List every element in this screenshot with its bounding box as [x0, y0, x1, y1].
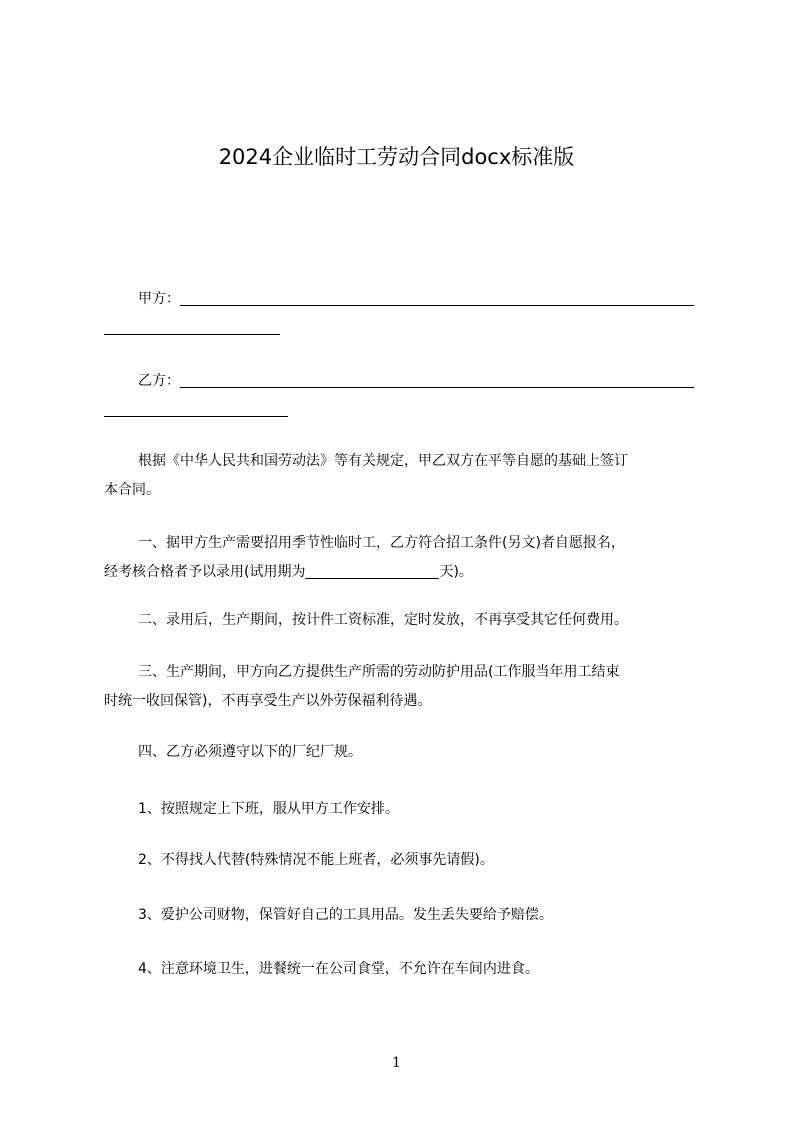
clause-1-line-1: 一、据甲方生产需要招用季节性临时工，乙方符合招工条件(另文)者自愿报名， [138, 535, 625, 551]
page-number: 1 [392, 1055, 401, 1071]
clause-2: 二、录用后，生产期间，按计件工资标准，定时发放，不再享受其它任何费用。 [138, 612, 628, 628]
rule-3: 3、爱护公司财物，保管好自己的工具用品。发生丢失要给予赔偿。 [138, 907, 553, 923]
clause-1-line-2-end: 天)。 [439, 564, 473, 580]
intro-line-2: 本合同。 [104, 482, 160, 498]
party-b-label: 乙方： [138, 373, 180, 389]
clause-3 [104, 658, 704, 716]
party-a-blank-line-continued [104, 318, 280, 335]
rule-2: 2、不得找人代替(特殊情况不能上班者，必须事先请假)。 [138, 852, 494, 868]
document-title: 2024企业临时工劳动合同docx标准版 [218, 145, 575, 169]
clause-3-line-2: 时统一收回保管)，不再享受生产以外劳保福利待遇。 [104, 693, 432, 709]
rule-1: 1、按照规定上下班，服从甲方工作安排。 [138, 801, 399, 817]
party-b-blank-line [180, 371, 694, 388]
intro-line-1: 根据《中华人民共和国劳动法》等有关规定，甲乙双方在平等自愿的基础上签订 [138, 453, 628, 469]
clause-4: 四、乙方必须遵守以下的厂纪厂规。 [138, 744, 362, 760]
party-b-blank-line-continued [104, 400, 288, 417]
party-a-blank-line [180, 289, 694, 306]
party-a-label: 甲方： [138, 291, 180, 307]
clause-1 [104, 529, 704, 587]
party-a-field [104, 285, 704, 343]
probation-blank-line [305, 562, 439, 579]
rule-4: 4、注意环境卫生，进餐统一在公司食堂，不允许在车间内进食。 [138, 961, 539, 977]
party-b-field [104, 367, 704, 425]
intro-paragraph [104, 447, 704, 505]
clause-3-line-1: 三、生产期间，甲方向乙方提供生产所需的劳动防护用品(工作服当年用工结束 [138, 664, 620, 680]
clause-1-line-2: 经考核合格者予以录用(试用期为 [104, 564, 306, 580]
